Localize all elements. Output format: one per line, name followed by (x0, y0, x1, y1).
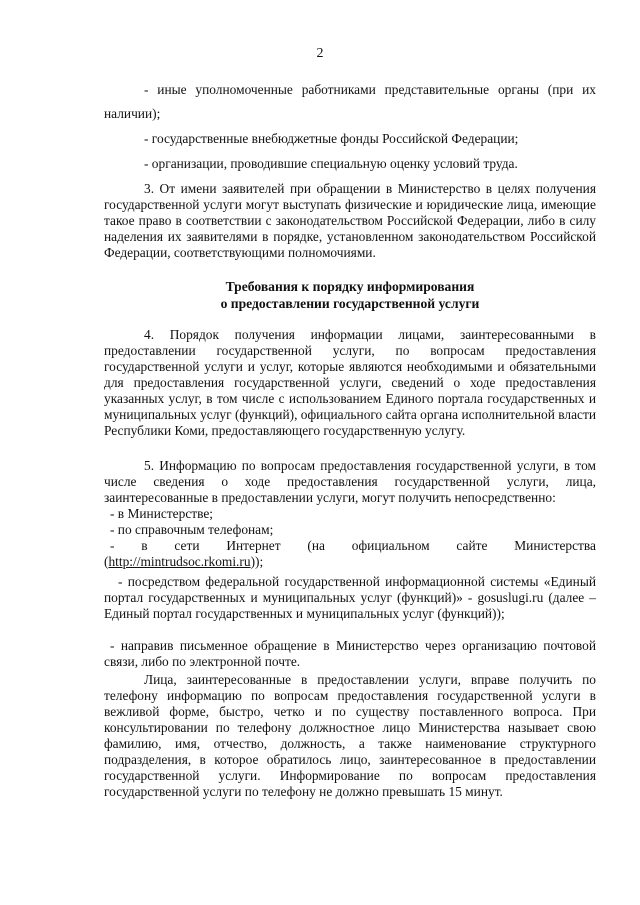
section-heading (104, 278, 596, 312)
list-item-representative-bodies: - иные уполномоченные работниками представительные органы (при их (144, 82, 596, 97)
paragraph-4: 4. Порядок получения информации лицами, заинтересованными в предоставлении государственной услуги, по вопросам предоставления государственной услуги и услуг, которые являются необходимыми и обязательными для предоставления государственной услуги, сведений о ходе предоставления указанных услуг, в том числе с использованием Единого портала государственных и муниципальных услуг (функций), официального сайта органа исполнительной власти Республики Коми, предоставляющего государственную услугу. (104, 327, 596, 438)
list-item-phones: - по справочным телефонам; (110, 522, 274, 537)
list-item-federal-portal: - посредством федеральной государственной информационной системы «Единый портал государственных и муниципальных услуг (функций)» - gosuslugi.ru (далее – Единый портал государственных и муниципальных услуг (функций)); (104, 574, 596, 621)
link-close-paren: )); (250, 554, 264, 569)
list-item-ministry: - в Министерстве; (110, 506, 214, 521)
paragraph-5: 5. Информацию по вопросам предоставления государственной услуги, в том числе сведения о ходе предоставления государственной услуги, лица, заинтересованные в предоставлении услуги, могут получить непосредственно: (104, 458, 596, 505)
section-heading-line-1: Требования к порядку информирования (225, 279, 475, 294)
section-heading-line-2: о предоставлении государственной услуги (220, 296, 480, 311)
list-item-continuation: наличии); (104, 106, 161, 121)
paragraph-6: Лица, заинтересованные в предоставлении услуги, вправе получить по телефону информацию по вопросам предоставления государственной услуги в вежливой форме, быстро, четко и по существу поставленного вопроса. При консультировании по телефону должностное лицо Министерства называет свою фамилию, имя, отчество, должность, а также наименование структурного подразделения, в которое обратилось лицо, заинтересованное в предоставлении государственной услуги. Информирование по вопросам предоставления государственной услуги по телефону не должно превышать 15 минут. (104, 672, 596, 799)
list-item-internet: - в сети Интернет (на официальном сайте Министерства (110, 538, 596, 553)
list-item-written-appeal: - направив письменное обращение в Министерство через организацию почтовой связи, либо по электронной почте. (104, 638, 596, 669)
list-item-organizations: - организации, проводившие специальную оценку условий труда. (144, 156, 518, 171)
list-item-extra-budgetary-funds: - государственные внебюджетные фонды Российской Федерации; (144, 131, 519, 146)
list-item-internet-link-line (104, 554, 596, 570)
paragraph-3: 3. От имени заявителей при обращении в Министерство в целях получения государственной услуги могут выступать физические и юридические лица, имеющие такое право в соответствии с законодательством Российской Федерации, либо в силу наделения их заявителями в порядке, установленном законодательством Российской Федерации, соответствующими полномочиями. (104, 181, 596, 260)
page-number: 2 (316, 46, 324, 61)
link-open-paren: ( (104, 554, 109, 569)
ministry-website-link[interactable]: http://mintrudsoc.rkomi.ru (108, 554, 251, 569)
